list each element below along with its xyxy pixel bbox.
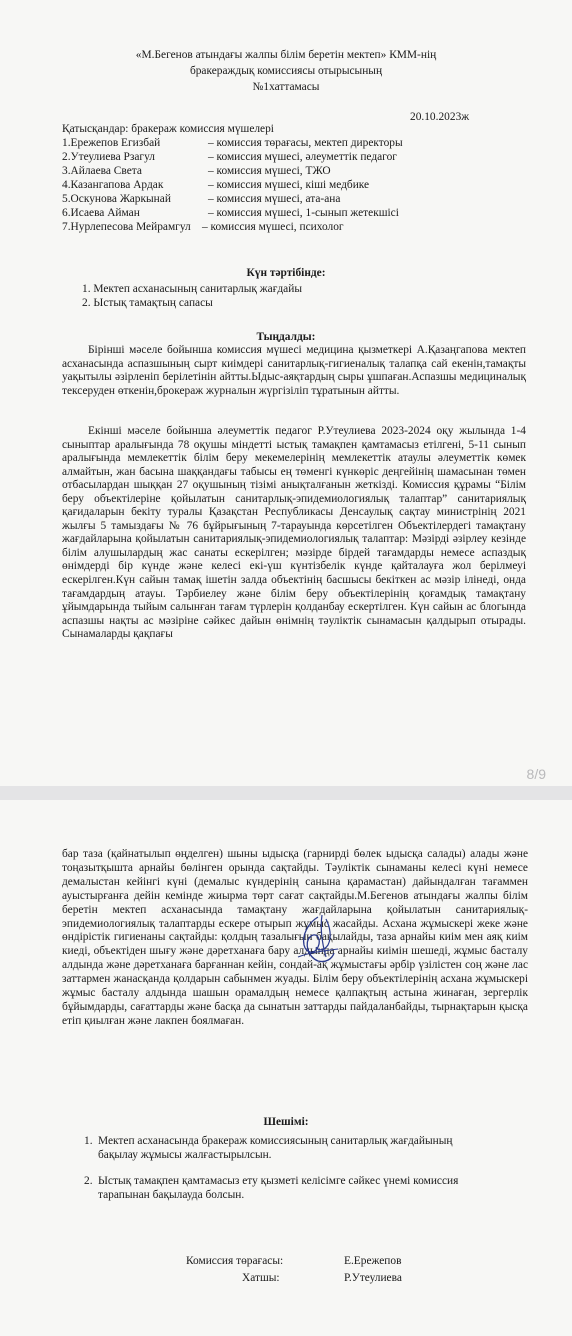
decision-text-line: бақылау жұмысы жалғастырылсын. xyxy=(98,1149,272,1161)
participant-name: 1.Ережепов Егизбай xyxy=(62,137,161,149)
participant-role: – комиссия мүшесі, ата-ана xyxy=(208,193,341,205)
participant-name: 7.Нурлепесова Мейрамгул xyxy=(62,221,191,233)
decision-heading: Шешімі: xyxy=(263,1116,309,1128)
signature-label: Хатшы: xyxy=(242,1272,280,1284)
doc-date: 20.10.2023ж xyxy=(410,111,470,123)
agenda-item: 2. Ыстық тамақтың сапасы xyxy=(82,297,213,309)
participant-role: – комиссия мүшесі, психолог xyxy=(202,221,344,233)
decision-number: 1. xyxy=(84,1135,93,1147)
signature-name: Р.Утеулиева xyxy=(344,1272,402,1284)
participant-name: 4.Казангапова Ардак xyxy=(62,179,164,191)
participant-role: – комиссия мүшесі, 1-сынып жетекшісі xyxy=(208,207,399,219)
page-number: 8/9 xyxy=(526,766,546,782)
signature-label: Комиссия төрағасы: xyxy=(186,1255,284,1267)
heard-heading: Тыңдалды: xyxy=(256,331,316,343)
participant-name: 5.Оскунова Жаркынай xyxy=(62,193,171,205)
decision-text-line: Ыстық тамақпен қамтамасыз ету қызметі келісімге сәйкес үнемі комиссия xyxy=(98,1175,459,1187)
participant-role: – комиссия мүшесі, кіші медбике xyxy=(208,179,370,191)
doc-title-line-2: бракераждық комиссиясы отырысының xyxy=(189,65,383,77)
participant-role: – комиссия төрағасы, мектеп директоры xyxy=(208,137,403,149)
paragraph-continuation: бар таза (қайнатылып өңделген) шыны ыдысқа (гарнирді бөлек ыдысқа салады) алады және тоңазытқышта арнайы бөлінген орында сақтайды. Тәуліктік сынаманы келесі күні немесе демалыстан кейінгі күні (демалыс күндерінің санына қарамастан) дайындалған тағаммен ауыстырғанға дейін кемінде жиырма төрт сағат сақтайды.М.Бегенов атындағы жалпы білім беретін мектеп асханасында тамақтану жағдайларына қойылатын санитариялық-эпидемиологиялық талаптарды ескере отырып жұмыс жасайды. Асхана жұмыскері жеке және өндірістік гигиенаны сақтайды: қолдың тазалығын бақылайды, таза арнайы киім мен аяқ киім киеді, объектіден шығу және дәретханаға бару алдында арнайы киімін шешеді, жұмыс басталу алдында және дәретханаға барғаннан кейін, сондай-ақ жұмыстағы әрбір үзілістен соң және лас заттармен жанасқанда қолдарын сабынмен жуады. Білім беру объектілерінің асхана жұмыскері жұмыс басталу алдында шашын орамалдың немесе қалпақтың астына жинаған, зергерлік бұйымдарды, сағаттарды және басқа да сынатын заттарды пайдаланбайды, тырнақтарын қысқа етіп қиылған және лакпен боялмаған. xyxy=(62,848,528,1027)
participants-label: Қатысқандар: бракераж комиссия мүшелері xyxy=(62,123,274,135)
paragraph-first-issue: Бірінші мәселе бойынша комиссия мүшесі медицина қызметкері А.Қазаңгапова мектеп асханасында аспазшының сырт киімдері санитарлық-гигиеналық талапқа сай екенін,тамақты уақытылы әзірленіп берілетінін айтты.Ыдыс-аяқтардың сыры ұшпаған.Аспазшы медициналық тексеруден өткенін,брокераж журналын жүргізіліп тұратынын айтты. xyxy=(62,344,526,397)
participant-name: 3.Айлаева Света xyxy=(62,165,142,177)
decision-number: 2. xyxy=(84,1175,93,1187)
decision-text-line: тарапынан бақылауда болсын. xyxy=(98,1189,245,1201)
participant-name: 6.Исаева Айман xyxy=(62,207,140,219)
decision-text-line: Мектеп асханасында бракераж комиссиясының санитарлық жағдайының xyxy=(98,1135,453,1147)
agenda-item: 1. Мектеп асханасының санитарлық жағдайы xyxy=(82,283,302,295)
participant-role: – комиссия мүшесі, әлеуметтік педагог xyxy=(208,151,397,163)
agenda-heading: Күн тәртібінде: xyxy=(246,267,326,279)
handwritten-signature-icon xyxy=(292,913,342,969)
signature-name: Е.Ережепов xyxy=(344,1255,402,1267)
participant-name: 2.Утеулиева Рзагул xyxy=(62,151,155,163)
participant-role: – комиссия мүшесі, ТЖО xyxy=(208,165,331,177)
doc-title-line-1: «М.Бегенов атындағы жалпы білім беретін мектеп» КММ-нің xyxy=(135,49,437,61)
paragraph-second-issue: Екінші мәселе бойынша әлеуметтік педагог Р.Утеулиева 2023-2024 оқу жылында 1-4 сыныптар аралығында 78 оқушы міндетті ыстық тамақпен қамтамасыз етілгені, 5-11 сынып аралығында мемлекеттік білім беру мекемелерінің мемлекеттік атаулы әлеуметтік көмек алмайтын, жан басына шаққандағы табысы ең төменгі күнкөріс деңгейінің шамасынан төмен отбасылардан шыққан 27 оқушының тізімі анықталғанын жеткізді. Комиссия құрамы “Білім беру объектілеріне қойылатын санитарлық-эпидемиологиялық талаптар” санитариялық қағидаларын бекіту туралы Қазақстан Республикасы Денсаулық сақтау министрінің 2021 жылғы 5 тамыздағы № 76 бұйрығының 7-тарауында көрсетілген Объектілердегі тамақтану жағдайларына қойылатын санитариялық-эпидемиологиялық талаптар: Мәзірді әзірлеу кезінде білім алушылардың жас санаты ескерілген; мәзірде бірдей тағамдарды немесе аспаздық өнімдерді бір күнде және келесі екі-үш күнтізбелік күнде қайталауға жол берілмеуі ескерілген.Күн сайын тамақ ішетін залда объектінің басшысы бекіткен ас мәзір ілінеді, онда тағамдардың атауы. Тәрбиелеу және білім беру объектілерінің қоғамдық тамақтану ұйымдарында тыйым салынған тағам түрлерін қолданбау ескертілген. Күн сайын ас блогында аспазшы нақты ас мәзіріне сәйкес дайын өнімнің тәуліктік сынамасын қалдырып отырады. Сынамаларды қақпағы xyxy=(62,425,526,641)
document-page-2 xyxy=(0,800,572,1336)
doc-title-line-3: №1хаттамасы xyxy=(252,81,320,93)
